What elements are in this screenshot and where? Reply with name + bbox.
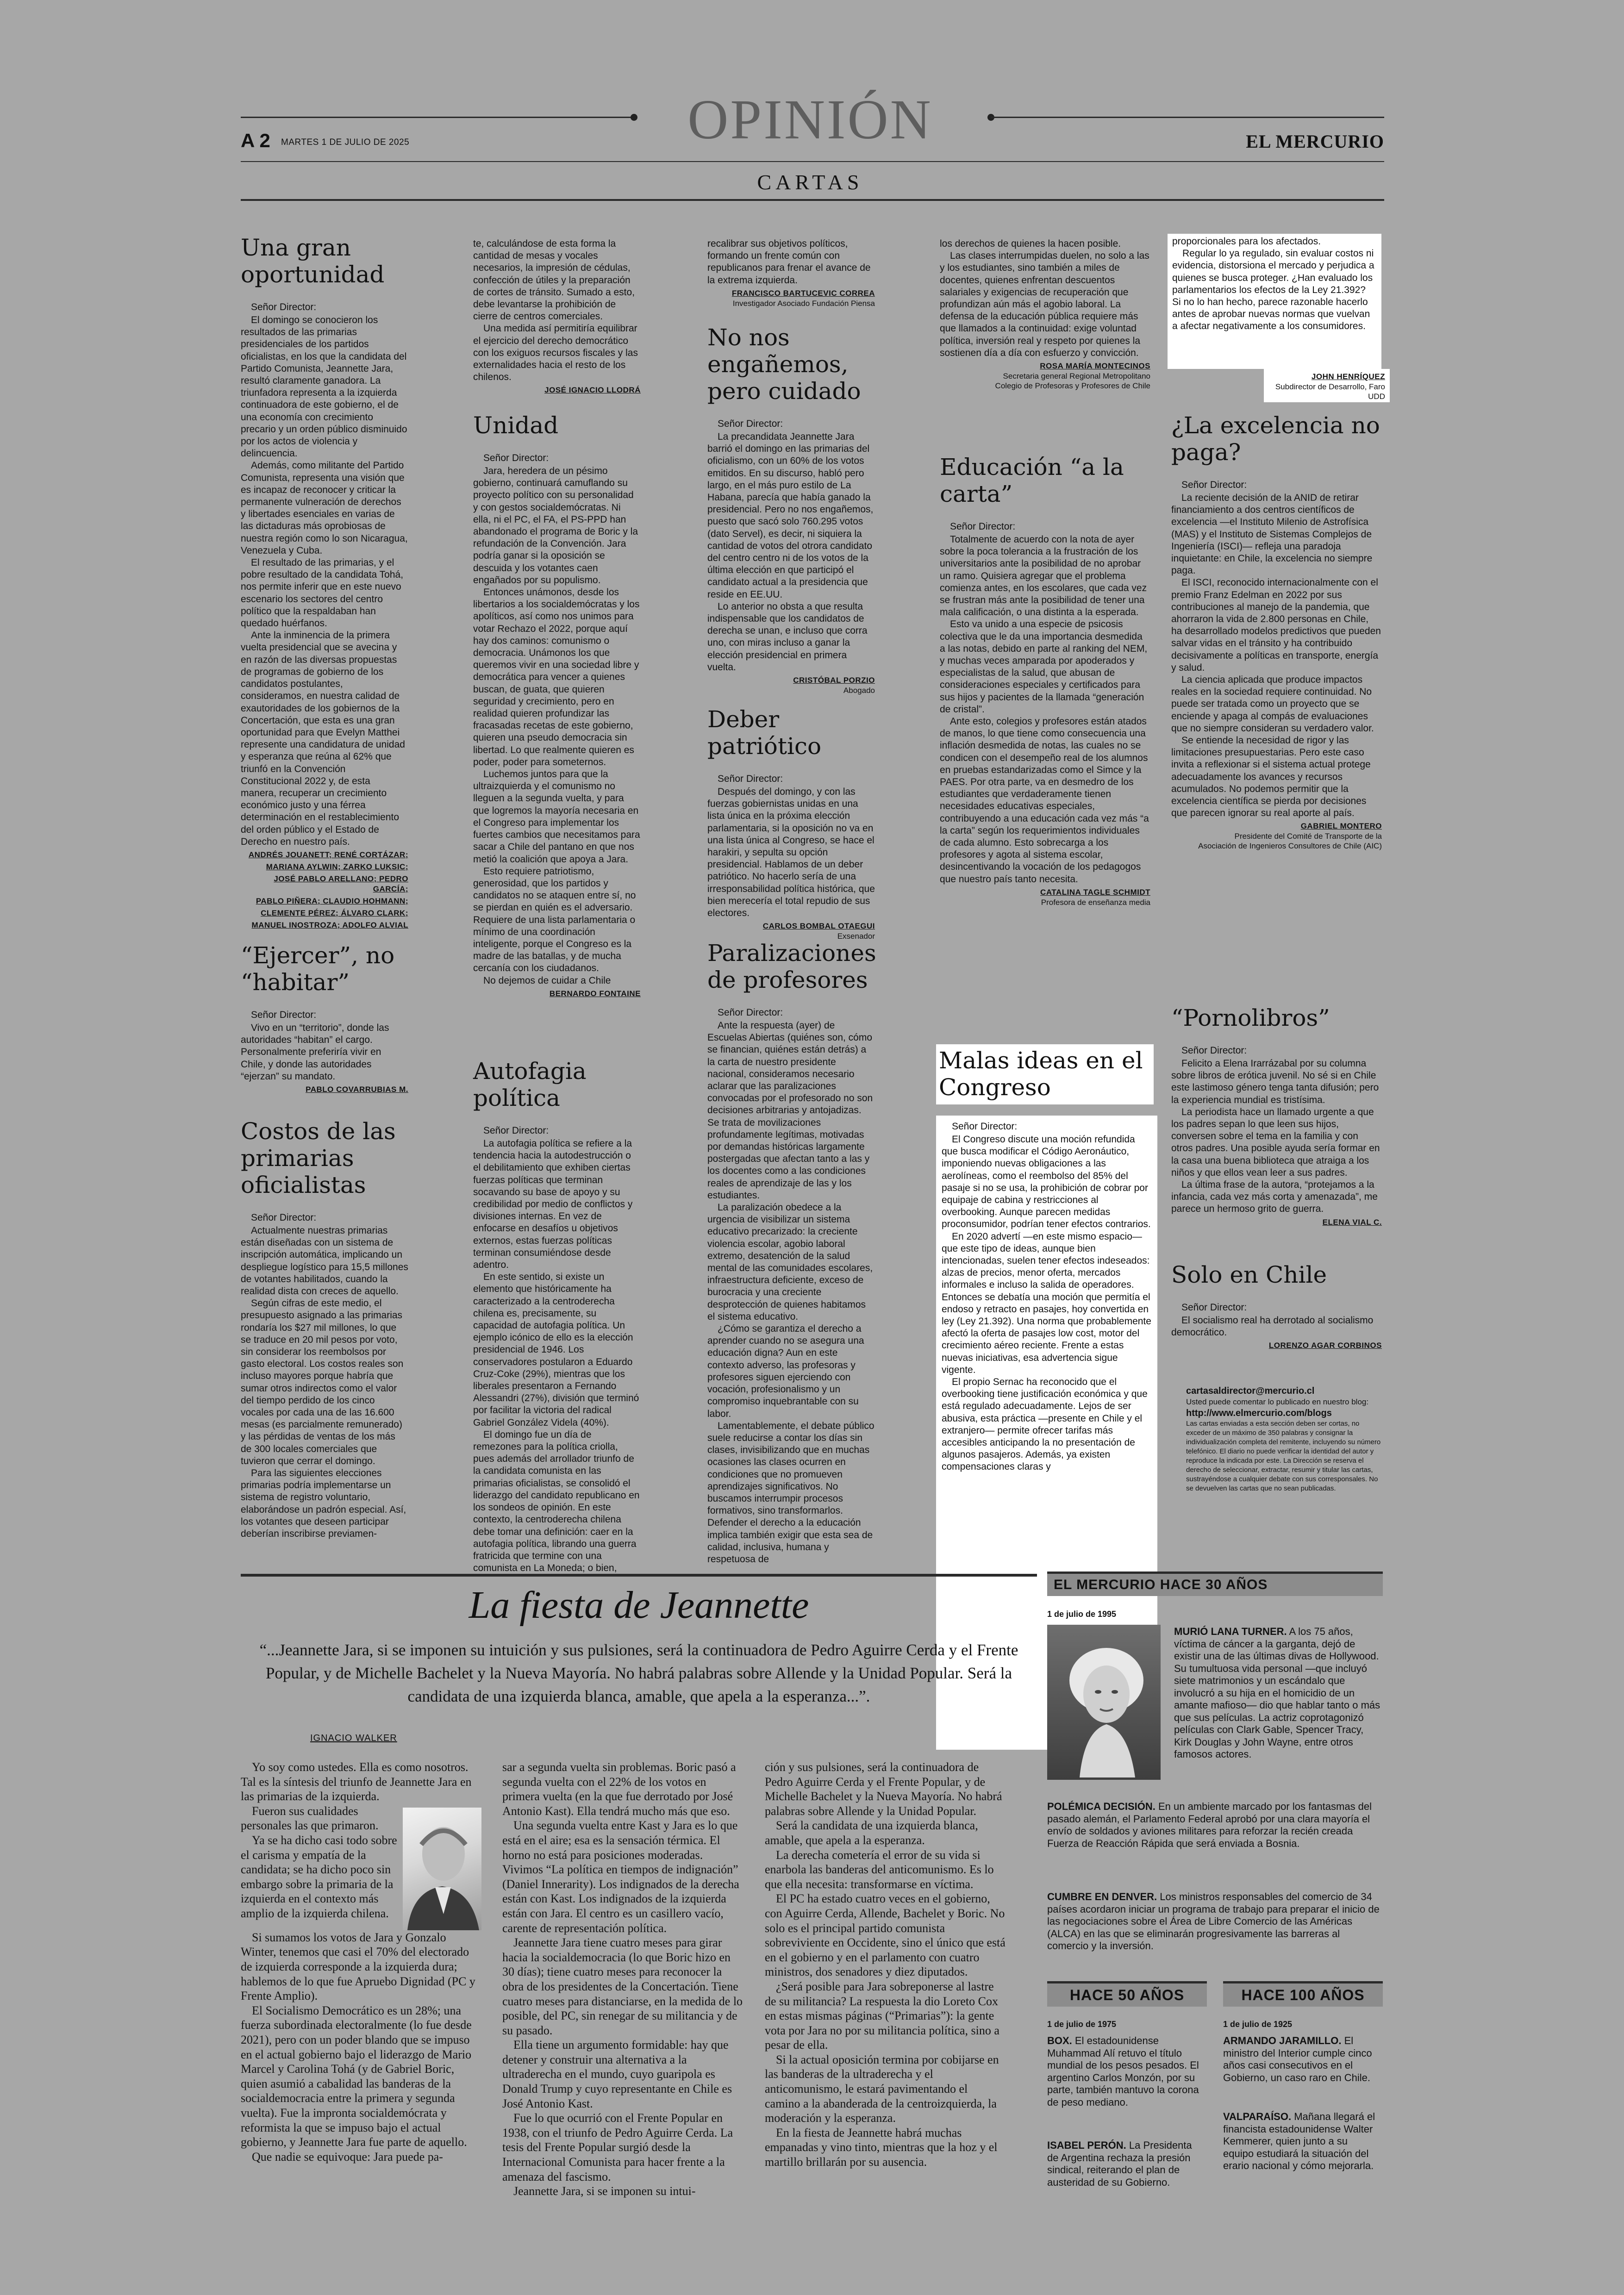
letter-role: Profesora de enseñanza media bbox=[1041, 898, 1150, 907]
history-30-item-2 bbox=[1047, 1801, 1383, 1850]
letter-headline: Autofagia política bbox=[473, 1058, 587, 1111]
letter-paragraph: Una medida así permitiría equilibrar el ejercicio del derecho democrático con los exiguos recursos fiscales y las externalidades hacia el resto de los chilenos. bbox=[473, 323, 638, 383]
column-paragraph: sar a segunda vuelta sin problemas. Boric pasó a segunda vuelta con el 22% de los votos en primera vuelta (en la que fue derrotado por José Antonio Kast). Ella tendrá mucho más que eso. bbox=[502, 1760, 736, 1818]
history-30-item-3 bbox=[1047, 1891, 1383, 1952]
history-100-header bbox=[1223, 1981, 1383, 2007]
letter-paragraph: recalibrar sus objetivos políticos, formando un frente común con republicanos para frenar el avance de la extrema izquierda. bbox=[707, 238, 871, 286]
letter-signature: ELENA VIAL C. bbox=[1322, 1217, 1382, 1227]
letter-paragraph: Lo anterior no obsta a que resulta indispensable que los candidatos de derecha se unan, e incluso que corra uno, con miras incluso a ganar la elección presidencial en primera vuelta. bbox=[707, 601, 868, 673]
column-top-rule bbox=[241, 1574, 1037, 1577]
column-paragraph: Jeannette Jara, si se imponen su intui- bbox=[513, 2184, 696, 2198]
letter-paragraph: No dejemos de cuidar a Chile bbox=[483, 975, 611, 986]
letter-signature: CARLOS BOMBAL OTAEGUI bbox=[762, 922, 875, 931]
letter-paragraph: En 2020 advertí —en este mismo espacio— que este tipo de ideas, aunque bien intencionadas, suelen tener efectos indeseados: alzas de precios, menor oferta, mercados informales e incluso la salida de operadores. Entonces se debatía una moción que permitía el endoso y retracto en pasajes, hoy convertida en ley (Ley 21.392). Una norma que probablemente afectó la oferta de pasajes low cost, motor del crecimiento aéreo reciente. Frente a estas nuevas iniciativas, esa advertencia sigue vigente. bbox=[942, 1231, 1151, 1375]
column-text-2 bbox=[502, 1760, 743, 2199]
history-date: 1 de julio de 1975 bbox=[1047, 2020, 1117, 2029]
letter-paragraph: ¿Cómo se garantiza el derecho a aprender cuando no se asegura una educación digna? Aun en este contexto adverso, las profesoras y profesores siguen ejerciendo con vocación, profesionalismo y un compromiso inquebrantable con su labor. bbox=[707, 1323, 864, 1419]
letter-paragraph: El ISCI, reconocido internacionalmente con el premio Franz Edelman en 2022 por sus contribuciones al manejo de la pandemia, que ahorraron la vida de 2.800 personas en Chile, ha desarrollado modelos predictivos que pueden salvar vidas en el tránsito y ha contribuido decisivamente a políticas en transporte, energía y salud. bbox=[1171, 577, 1381, 673]
history-heading: HACE 50 AÑOS bbox=[1069, 1987, 1185, 2003]
history-date: 1 de julio de 1995 bbox=[1047, 1609, 1117, 1619]
history-lead: POLÉMICA DECISIÓN. bbox=[1047, 1801, 1156, 1812]
history-lead: VALPARAÍSO. bbox=[1223, 2111, 1292, 2122]
letter-paragraph: Entonces unámonos, desde los libertarios a los socialdemócratas y los apolíticos, así como nos unimos para votar Rechazo el 2022, porque aquí hay dos caminos: comunismo o democracia. Unámonos los que queremos vivir en una sociedad libre y democrática para vencer a quienes buscan, de guata, que quieren seguridad y crecimiento, pero en realidad quieren profundizar las fracasadas recetas de este gobierno, quieren una pseudo democracia sin libertad. Lo que realmente quieren es poder, poder para someternos. bbox=[473, 587, 640, 767]
history-heading: EL MERCURIO HACE 30 AÑOS bbox=[1054, 1577, 1268, 1592]
history-heading: HACE 100 AÑOS bbox=[1241, 1987, 1365, 2003]
history-text: La Presidenta de Argentina rechaza la presión sindical, reiterando el plan de austeridad de su Gobierno. bbox=[1047, 2139, 1192, 2188]
column-paragraph: La derecha cometería el error de su vida si enarbola las banderas del anticomunismo. Es lo que ella necesita: transformarse en víctima. bbox=[765, 1848, 994, 1891]
column-paragraph: Jeannette Jara tiene cuatro meses para girar hacia la socialdemocracia (lo que Boric hizo en 30 días); tiene cuatro meses para reconocer la obra de los presidentes de la Concertación. Tiene cuatro meses para distanciarse, en la medida de lo posible, del PC, sin renegar de su militancia y de su pasado. bbox=[502, 1936, 743, 2037]
contact-note: Usted puede comentar lo publicado en nuestro blog: bbox=[1186, 1397, 1369, 1406]
history-30-item-1 bbox=[1174, 1626, 1382, 1761]
letter-signature: BERNARDO FONTAINE bbox=[549, 989, 641, 998]
history-lead: BOX. bbox=[1047, 2035, 1072, 2046]
history-lead: ISABEL PERÓN. bbox=[1047, 2139, 1126, 2151]
letter-paragraph: Ante la inminencia de la primera vuelta presidencial que se avecina y en razón de las diversas propuestas de programas de gobierno de los candidatos postulantes, consideramos, en nuestra calidad de exautoridades de los gobiernos de la Concertación, que esta es una gran oportunidad para que Evelyn Matthei represente una candidatura de unidad y esperanza que reúna al 62% que triunfó en la Convención Constitucional 2022 y, de esta manera, recuperar un crecimiento económico justo y una férrea determinación en el restablecimiento del orden público y el Estado de Derecho en nuestro país. bbox=[241, 630, 405, 847]
column-headline: La fiesta de Jeannette bbox=[468, 1584, 809, 1627]
letter-headline: Una gran oportunidad bbox=[241, 234, 385, 288]
letter-paragraph: La ciencia aplicada que produce impactos reales en la sociedad requiere continuidad. No puede ser tratada como un proyecto que se enciende y apaga al compás de evaluaciones que no siempre consideran su verdadero valor. bbox=[1171, 674, 1374, 734]
section-title: OPINIÓN bbox=[687, 88, 933, 151]
letter-role: Colegio de Profesoras y Profesores de Chile bbox=[995, 381, 1150, 391]
letter-no-nos-enganemos bbox=[707, 324, 875, 695]
contact-box bbox=[1186, 1385, 1383, 1493]
letter-paragraph: Según cifras de este medio, el presupuesto asignado a las primarias rondaría los $27 mil millones, lo que se traduce en 20 mil pesos por voto, sin considerar los reembolsos por gasto electoral. Los costos reales son incluso mayores porque habría que sumar otros indirectos como el valor del tiempo perdido de los cinco vocales por cada una de las 16.600 mesas (es parcialmente remunerado) y las pérdidas de ventas de los más de 300 locales comerciales que tuvieron que cerrar el domingo. bbox=[241, 1298, 404, 1466]
letter-paragraph: Luchemos juntos para que la ultraizquierda y el comunismo no lleguen a la segunda vuelta, y para que logremos la mayoría necesaria en el Congreso para implementar los fuertes cambios que necesitamos para sacar a Chile del pantano en que nos metió la coalición que apoya a Jara. bbox=[473, 769, 640, 865]
letter-salutation: Señor Director: bbox=[718, 1007, 783, 1018]
issue-date: MARTES 1 DE JULIO DE 2025 bbox=[281, 137, 410, 147]
column-paragraph: El PC ha estado cuatro veces en el gobierno, con Aguirre Cerda, Allende, Bachelet y Boric. No solo es el principal partido comunista sobreviviente en Occidente, sino el único que está en el gobierno y en el parlamento con cuatro ministros, dos senadores y diez diputados. bbox=[765, 1892, 1006, 1979]
history-lead: MURIÓ LANA TURNER. bbox=[1174, 1626, 1287, 1637]
masthead-rule-left bbox=[241, 117, 634, 118]
letter-signature-box bbox=[1264, 369, 1390, 402]
letter-role: Investigador Asociado Fundación Piensa bbox=[732, 299, 875, 308]
letter-salutation: Señor Director: bbox=[1181, 1302, 1247, 1313]
history-50-header bbox=[1047, 1981, 1207, 2007]
letter-headline: No nos engañemos, pero cuidado bbox=[707, 324, 861, 405]
letter-role: Subdirector de Desarrollo, Faro UDD bbox=[1275, 382, 1385, 401]
history-lead: ARMANDO JARAMILLO. bbox=[1223, 2035, 1342, 2046]
letter-headline: “Ejercer”, no “habitar” bbox=[241, 942, 395, 996]
column-paragraph: Ella tiene un argumento formidable: hay que detener y construir una alternativa a la ultraderecha en el mundo, cuyo guaripola es Donald Trump y cuyo representante en Chile es José Antonio Kast. bbox=[502, 2038, 732, 2110]
letter-paragraph: El Congreso discute una moción refundida que busca modificar el Código Aeronáutico, imponiendo nuevas obligaciones a las aerolíneas, como el reembolso del 85% del pasaje si no se usa, la prohibición de cobrar por equipaje de cabina y restricciones al overbooking. Aunque parecen medidas proconsumidor, podrían tener efectos contrarios. bbox=[942, 1134, 1151, 1230]
letter-headline: ¿La excelencia no paga? bbox=[1171, 412, 1380, 466]
letter-paragraph: Ante la respuesta (ayer) de Escuelas Abiertas (quiénes son, cómo se financian, quiénes están detrás) a la carta de nuestro presidente nacional, consideramos necesario aclarar que las paralizaciones convocadas por el profesorado no son decisiones arbitrarias y antojadizas. Se trata de movilizaciones profundamente legítimas, motivadas por demandas históricas largamente postergadas que afectan tanto a las y los docentes como a las condiciones reales de aprendizaje de las y los estudiantes. bbox=[707, 1020, 873, 1201]
contact-rules: Las cartas enviadas a esta sección deben ser cortas, no exceder de un máximo de 350 palabras y consignar la individualización completa del remitente, incluyendo su número telefónico. El diario no puede verificar la identidad del autor y reproduce la indicada por este. La Dirección se reserva el derecho de seleccionar, extractar, resumir y titular las cartas, sustrayéndose a cualquier debate con sus corresponsales. No se devuelven las cartas que no sean publicadas. bbox=[1186, 1420, 1381, 1492]
column-paragraph: En la fiesta de Jeannette habrá muchas empanadas y vino tinto, mientras que la hoz y el martillo brillarán por su ausencia. bbox=[765, 2126, 998, 2169]
history-text: A los 75 años, víctima de cáncer a la garganta, dejó de existir una de las últimas divas de Hollywood. Su tumultuosa vida personal —que incluyó siete matrimonios y un escándalo que involucró a su hija en el homicidio de un amante mafioso— dio que hablar tanto o más que sus películas. La actriz coprotagonizó películas con Clark Gable, Spencer Tracy, Kirk Douglas y John Wayne, entre otros famosos actores. bbox=[1174, 1626, 1380, 1760]
letters-column-1b bbox=[241, 942, 408, 1095]
history-50-item-2 bbox=[1047, 2139, 1200, 2189]
page-number: A 2 bbox=[241, 130, 270, 151]
letter-salutation: Señor Director: bbox=[251, 302, 317, 312]
letter-headline: “Pornolibros” bbox=[1171, 1004, 1330, 1031]
letter-signer: JOSÉ PABLO ARELLANO; PEDRO GARCÍA; bbox=[274, 874, 408, 893]
letter-paragraph: Lamentablemente, el debate público suele reducirse a contar los días sin clases, invisibilizando que en muchas ocasiones las clases ocurren en condiciones que no promueven aprendizajes significativos. No buscamos interrumpir procesos formativos, sino transformarlos. Defender el derecho a la educación implica también exigir que esta sea de calidad, inclusiva, humana y respetuosa de bbox=[707, 1420, 874, 1565]
letter-paragraph: Jara, heredera de un pésimo gobierno, continuará camuflando su proyecto político con su personalidad y con gestos socialdemócratas. Ni ella, ni el PC, el FA, el PS-PPD han abandonado el programa de Boric y la refundación de la Convención. Jara podría ganar si la oposición se descuida y los votantes caen engañados por su populismo. bbox=[473, 466, 638, 586]
history-text: El ministro del Interior cumple cinco años casi consecutivos en el Gobierno, un caso raro en Chile. bbox=[1223, 2035, 1372, 2083]
letter-paragraph: Se entiende la necesidad de rigor y las limitaciones presupuestarias. Pero este caso invita a reflexionar si el sistema actual protege adecuadamente los avances y recursos acumulados. No podemos permitir que la excelencia científica se pierda por decisiones que parecen ignorar su real aporte al país. bbox=[1171, 735, 1371, 819]
letter-salutation: Señor Director: bbox=[251, 1212, 317, 1223]
history-100-item-2 bbox=[1223, 2111, 1380, 2172]
letter-salutation: Señor Director: bbox=[483, 453, 549, 463]
letter-paragraph: Regular lo ya regulado, sin evaluar costos ni evidencia, distorsiona el mercado y perjudica a quienes se busca proteger. ¿Han evaluado los parlamentarios los efectos de la Ley 21.392? Si no lo han hecho, parece razonable hacerlo antes de aprobar nuevas normas que vuelvan a afectar negativamente a los consumidores. bbox=[1172, 248, 1374, 332]
letter-paragraph: La periodista hace un llamado urgente a que los padres sepan lo que leen sus hijos, conversen sobre el tema en la familia y con otros padres. Una posible ayuda sería formar en la casa una buena biblioteca que atraiga a los niños y que ellos vean leer a sus padres. bbox=[1171, 1106, 1380, 1178]
lana-turner-photo bbox=[1047, 1625, 1161, 1780]
column-paragraph: Yo soy como ustedes. Ella es como nosotros. Tal es la síntesis del triunfo de Jeannette Jara en las primarias de la izquierda. bbox=[241, 1760, 472, 1803]
masthead-rule-right bbox=[991, 117, 1384, 118]
letter-role: Presidente del Comité de Transporte de la bbox=[1234, 832, 1382, 841]
masthead-dot-left bbox=[631, 114, 637, 121]
column-paragraph: Fueron sus cualidades personales las que primaron. bbox=[241, 1804, 379, 1833]
column-text-3 bbox=[765, 1760, 1006, 2170]
history-100-item-1 bbox=[1223, 2035, 1380, 2084]
letter-headline: Unidad bbox=[473, 412, 559, 439]
letter-paragraph: Actualmente nuestras primarias están diseñadas con un sistema de inscripción automática, implicando un despliegue logístico para 15,5 millones de votantes habilitados, cuando la realidad dista con creces de aquello. bbox=[241, 1225, 408, 1297]
letter-pornolibros bbox=[1171, 1004, 1382, 1228]
letter-headline: Malas ideas en el Congreso bbox=[939, 1047, 1143, 1101]
letter-solo-en-chile bbox=[1171, 1261, 1382, 1351]
column-paragraph: Si sumamos los votos de Jara y Gonzalo Winter, tenemos que casi el 70% del electorado de izquierda corresponde a la izquierda dura; hablemos de lo que fue Apruebo Dignidad (PC y Frente Amplio). bbox=[241, 1930, 475, 2003]
letter-signature: CATALINA TAGLE SCHMIDT bbox=[1040, 887, 1150, 897]
column-pull-quote: “...Jeannette Jara, si se imponen su intuición y sus pulsiones, será la continuadora de Pedro Aguirre Cerda y el Frente Popular, y de Michelle Bachelet y la Nueva Mayoría. No habrá palabras sobre Allende y la Unidad Popular. Será la candidata de una izquierda blanca, amable, que apela a la esperanza...”. bbox=[259, 1641, 1018, 1705]
letter-signature: FRANCISCO BARTUCEVIC CORREA bbox=[731, 288, 875, 298]
letter-signature: JOHN HENRÍQUEZ bbox=[1311, 372, 1385, 381]
column-paragraph: Fue lo que ocurrió con el Frente Popular en 1938, con el triunfo de Pedro Aguirre Cerda. La tesis del Frente Popular surgió desde la Internacional Comunista para hacer frente a la amenaza del fascismo. bbox=[502, 2111, 733, 2183]
history-30-header bbox=[1047, 1572, 1383, 1596]
letter-paragraph: Esto requiere patriotismo, generosidad, que los partidos y candidatos no se ataquen entre sí, no se pierdan en quién es el adversario. Requiere de una lista parlamentaria o mínimo de una coordinación inteligente, porque el Congreso es la madre de las batallas, y de mucha cercanía con los ciudadanos. bbox=[473, 866, 636, 974]
letter-signer: ANDRÉS JOUANETT; RENÉ CORTÁZAR; bbox=[248, 850, 408, 859]
letter-paragraph: los derechos de quienes la hacen posible. bbox=[940, 238, 1121, 249]
letter-educacion bbox=[940, 454, 1150, 907]
letter-signature: JOSÉ IGNACIO LLODRÁ bbox=[544, 386, 641, 395]
letter-role: Abogado bbox=[843, 686, 875, 695]
subsection-title: CARTAS bbox=[757, 170, 863, 194]
column-paragraph: Que nadie se equivoque: Jara puede pa- bbox=[252, 2150, 443, 2164]
column-paragraph: Ya se ha dicho casi todo sobre el carisma y empatía de la candidata; se ha dicho poco sin embargo sobre la primaria de la izquierda en el contexto más amplio de la izquierda chilena. bbox=[241, 1833, 397, 1920]
author-photo bbox=[403, 1808, 481, 1930]
column-paragraph: Será la candidata de una izquierda blanca, amable, que apela a la esperanza. bbox=[765, 1819, 978, 1847]
column-author: IGNACIO WALKER bbox=[310, 1733, 397, 1743]
letter-signer: CLEMENTE PÉREZ; ÁLVARO CLARK; bbox=[261, 908, 408, 917]
letter-role: Secretaria general Regional Metropolitano bbox=[1003, 372, 1150, 381]
letters-column-4 bbox=[940, 238, 1150, 391]
letter-salutation: Señor Director: bbox=[1181, 1045, 1247, 1056]
brand-logo: EL MERCURIO bbox=[1246, 131, 1384, 152]
letter-malas-ideas-title-box bbox=[936, 1044, 1154, 1104]
letter-paragraph: Para las siguientes elecciones primarias podría implementarse un sistema de registro voluntario, elaborándose un padrón especial. Así, los votantes que deseen participar deberían inscribirse previamen- bbox=[241, 1468, 406, 1540]
column-text-1 bbox=[241, 1760, 481, 2164]
letter-paragraph: La autofagia política se refiere a la tendencia hacia la autodestrucción o el debilitamiento que exhiben ciertas fuerzas políticas que terminan socavando su base de apoyo y su credibilidad por medio de conflictos y divisiones internas. En vez de enfocarse en desafíos u objetivos externos, estas fuerzas políticas terminan consumiéndose desde adentro. bbox=[473, 1138, 633, 1271]
letter-signature: ROSA MARÍA MONTECINOS bbox=[1040, 362, 1150, 371]
letter-salutation: Señor Director: bbox=[950, 521, 1016, 532]
letter-paragraph: Además, como militante del Partido Comunista, representa una visión que es incapaz de reconocer y criticar la permanente vulneración de derechos y libertades esenciales en varias de las dictaduras más oprobiosas de nuestra región como lo son Nicaragua, Venezuela y Cuba. bbox=[241, 460, 408, 556]
letter-headline: Paralizaciones de profesores bbox=[707, 940, 876, 993]
letter-autofagia bbox=[473, 1058, 641, 1574]
letter-paragraph: Esto va unido a una especie de psicosis colectiva que le da una importancia desmedida a las notas, debido en parte al ranking del NEM, y muchas veces amparada por apoderados y especialistas de la salud, que abusan de consideraciones especiales y certificados para sus hijos y pacientes de la llamada “generación de cristal”. bbox=[940, 619, 1148, 715]
contact-email[interactable]: cartasaldirector@mercurio.cl bbox=[1186, 1386, 1315, 1396]
column-paragraph: Una segunda vuelta entre Kast y Jara es lo que está en el aire; esa es la sensación térmica. El horno no está para posiciones moderadas. Vivimos “La política en tiempos de indignación” (Daniel Innerarity). Los indignados de la derecha están con Kast. Los indignados de la izquierda están con Jara. El centro es un casillero vacío, carente de representación política. bbox=[502, 1819, 739, 1935]
history-text: El estadounidense Muhammad Alí retuvo el título mundial de los pesos pesados. El argentino Carlos Monzón, por su parte, también mantuvo la corona de peso mediano. bbox=[1047, 2035, 1199, 2108]
masthead-rule bbox=[241, 161, 1384, 162]
letter-salutation: Señor Director: bbox=[251, 1010, 317, 1020]
history-date: 1 de julio de 1925 bbox=[1223, 2020, 1293, 2029]
letter-paragraph: En este sentido, si existe un elemento que históricamente ha caracterizado a la centroderecha chilena es, precisamente, su capacidad de autofagia política. Un ejemplo icónico de ello es la elección presidencial de 1946. Los conservadores postularon a Eduardo Cruz-Coke (29%), mientras que los liberales presentaron a Fernando Alessandri (27%), división que terminó por facilitar la victoria del radical Gabriel González Videla (40%). bbox=[473, 1272, 639, 1428]
letter-continuation-box bbox=[1168, 234, 1381, 369]
letter-costos bbox=[241, 1118, 408, 1540]
letter-paragraph: Las clases interrumpidas duelen, no solo a las y los estudiantes, sino también a miles de docentes, quienes enfrentan descuentos salariales y exigencias de recuperación que profundizan aún más el agobio laboral. La defensa de la educación pública requiere más que llamados a la continuidad: exige voluntad política, inversión real y respeto por quienes la sostienen día a día con esfuerzo y convicción. bbox=[940, 250, 1149, 358]
letter-role: Exsenador bbox=[837, 932, 875, 941]
letter-signer: PABLO PIÑERA; CLAUDIO HOHMANN; bbox=[256, 896, 408, 905]
contact-blog-link[interactable]: http://www.elmercurio.com/blogs bbox=[1186, 1408, 1332, 1418]
letter-signature: PABLO COVARRUBIAS M. bbox=[306, 1085, 408, 1094]
letter-una-gran-oportunidad bbox=[241, 234, 408, 930]
history-text: En un ambiente marcado por los fantasmas del pasado alemán, el Parlamento Federal aprobó por una clara mayoría el envío de soldados y aviones militares para reforzar la recién creada Fuerza de Reacción Rápida que será enviada a Bosnia. bbox=[1047, 1801, 1372, 1849]
letter-paragraph: Ante esto, colegios y profesores están atados de manos, lo que tiene como consecuencia una inflación desmedida de notas, las cuales no se condicen con el desempeño real de los alumnos en pruebas estandarizadas como el Simce y la PAES. Por otra parte, va en desmedro de los estudiantes que verdaderamente tienen necesidades educativas especiales, contribuyendo a una educación cada vez más “a la carta” según los requerimientos individuales de cada alumno. Esto sobrecarga a los profesores y agota al sistema escolar, desincentivando la vocación de los pedagogos que nuestro país tanto necesita. bbox=[940, 716, 1149, 885]
letter-signer: MARIANA AYLWIN; ZARKO LUKSIC; bbox=[266, 862, 408, 871]
letter-excelencia bbox=[1171, 412, 1382, 851]
letters-column-1 bbox=[241, 234, 408, 930]
letter-paragraph: Totalmente de acuerdo con la nota de ayer sobre la poca tolerancia a la frustración de los universitarios ante la posibilidad de no aprobar un ramo. Quisiera agregar que el problema comienza antes, en los escolares, que cada vez se frustran más ante la posibilidad de tener una mala calificación, o una distinta a la esperada. bbox=[940, 534, 1147, 618]
letter-paragraph: El domingo fue un día de remezones para la política criolla, pues además del arrollador triunfo de la candidata comunista en las primarias oficialistas, se consolidó el liderazgo del candidato republicano en los sondeos de opinión. En este contexto, la centroderecha chilena debe tomar una definición: caer en la autofagia política, librando una guerra fratricida que termine con una comunista en La Moneda; o bien, bbox=[473, 1429, 640, 1574]
letter-paragraph: El socialismo real ha derrotado al socialismo democrático. bbox=[1171, 1315, 1374, 1338]
letter-paragraph: La precandidata Jeannette Jara barrió el domingo en las primarias del oficialismo, con un 60% de los votos emitidos. En su discurso, habló pero largo, en el más puro estilo de La Habana, parecía que había ganado la presidencial. Pero no nos engañemos, puesto que sacó solo 760.295 votos (dato Servel), es decir, ni siquiera la cantidad de votos del otrora candidato del centro centro ni de los votos de la última elección en que participó el candidato actual a la presidencia que reside en EE.UU. bbox=[707, 431, 874, 600]
letter-headline: Deber patriótico bbox=[707, 706, 822, 760]
history-text: Los ministros responsables del comercio de 34 países acordaron iniciar un programa de trabajo para preparar el inicio de las negociaciones sobre el Área de Libre Comercio de las Américas (ALCA) en las que se eliminarán progresivamente las barreras al comercio y la inversión. bbox=[1047, 1891, 1380, 1952]
letter-salutation: Señor Director: bbox=[483, 1125, 549, 1136]
letter-paragraph: Después del domingo, y con las fuerzas gobiernistas unidas en una lista única en la próxima elección parlamentaria, si la oposición no va en una lista única al Congreso, se hace el harakiri, y sepulta su opción presidencial. Hablamos de un deber patriótico. No hacerlo sería de una irresponsabilidad política histórica, que bien merecería el total repudio de sus electores. bbox=[707, 786, 875, 919]
letter-headline: Solo en Chile bbox=[1171, 1261, 1327, 1288]
letter-role: Asociación de Ingenieros Consultores de Chile (AIC) bbox=[1198, 842, 1382, 851]
column-paragraph: Si la actual oposición termina por cobijarse en las banderas de la ultraderecha y el anticomunismo, le estará pavimentando el camino a la abanderada de la centroizquierda, la moderación y la esperanza. bbox=[765, 2052, 999, 2125]
letter-paragraph: Vivo en un “territorio”, donde las autoridades “habitan” el cargo. Personalmente preferiría vivir en Chile, y donde las autoridades “ejerzan” su mandato. bbox=[241, 1023, 389, 1082]
letter-paragraph: El domingo se conocieron los resultados de las primarias presidenciales de los partidos oficialistas, en los que la candidata del Partido Comunista, Jeannette Jara, resultó claramente ganadora. La triunfadora representa a la izquierda continuadora de este gobierno, el de una economía con crecimiento precario y un orden público disminuido por los actos de violencia y delincuencia. bbox=[241, 315, 407, 459]
letters-column-1c bbox=[241, 1118, 408, 1540]
letter-signature: LORENZO AGAR CORBINOS bbox=[1268, 1341, 1382, 1350]
history-lead: CUMBRE EN DENVER. bbox=[1047, 1891, 1157, 1902]
letter-signature: GABRIEL MONTERO bbox=[1300, 822, 1382, 831]
letter-unidad bbox=[473, 412, 641, 999]
letters-column-3 bbox=[707, 238, 875, 308]
letter-headline: Costos de las primarias oficialistas bbox=[241, 1118, 396, 1198]
letter-headline: Educación “a la carta” bbox=[940, 454, 1124, 507]
column-paragraph: ¿Será posible para Jara sobreponerse al lastre de su militancia? La respuesta la dio Loreto Cox en estas mismas páginas (“Primarias”): la gente vota por Jara no por su militancia política, sino a pesar de ella. bbox=[765, 1979, 999, 2052]
column-paragraph: El Socialismo Democrático es un 28%; una fuerza subordinada electoralmente (lo fue desde 2021), pero con un poder blando que se impuso en el actual gobierno bajo el liderazgo de Mario Marcel y Carolina Tohá (y de Gabriel Boric, quien asumió a cabalidad las banderas de la socialdemocracia entre la primera y segunda vuelta). Fue la impronta socialdemócrata y reformista la que se impuso bajo el actual gobierno, y Jeannette Jara fue parte de aquello. bbox=[241, 2003, 472, 2149]
history-text: Mañana llegará el financista estadounidense Walter Kemmerer, quien junto a su equipo estudiará la situación del erario nacional y cómo mejorarla. bbox=[1223, 2111, 1375, 2171]
letter-salutation: Señor Director: bbox=[718, 418, 783, 429]
letters-column-2 bbox=[473, 238, 641, 395]
letter-salutation: Señor Director: bbox=[952, 1121, 1018, 1132]
letter-paragraph: proporcionales para los afectados. bbox=[1172, 236, 1321, 247]
letter-paragraph: La reciente decisión de la ANID de retirar financiamiento a dos centros científicos de excelencia —el Instituto Milenio de Astrofísica (MAS) y el Instituto de Sistemas Complejos de Ingeniería (ISCI)— refleja una paradoja inquietante: en Chile, la excelencia no siempre paga. bbox=[1171, 493, 1373, 576]
column-paragraph: ción y sus pulsiones, será la continuadora de Pedro Aguirre Cerda y el Frente Popular, y de Michelle Bachelet y la Nueva Mayoría. No habrá palabras sobre Allende y la Unidad Popular. bbox=[765, 1760, 1002, 1818]
letter-paragraph: La última frase de la autora, “protejamos a la infancia, cada vez más corta y amenazada”, me parece un hermoso grito de guerra. bbox=[1171, 1179, 1378, 1215]
history-50-item-1 bbox=[1047, 2035, 1200, 2108]
subsection-rule bbox=[241, 199, 1384, 201]
letter-signer: MANUEL INOSTROZA; ADOLFO ALVIAL bbox=[251, 920, 408, 929]
letter-paragraph: te, calculándose de esta forma la cantidad de mesas y vocales necesarios, la impresión de cédulas, confección de útiles y la preparación de cortes de tránsito. Sumado a esto, debe levantarse la prohibición de cierre de centros comerciales. bbox=[473, 238, 635, 322]
letter-paragraph: Felicito a Elena Irarrázabal por su columna sobre libros de erótica juvenil. No sé si en Chile este lastimoso género tenga tanta difusión; pero la experiencia mundial es tristísima. bbox=[1171, 1058, 1379, 1105]
letter-deber-patriotico bbox=[707, 706, 875, 941]
letter-paragraph: El propio Sernac ha reconocido que el overbooking tiene justificación económica y que está regulado adecuadamente. Lejos de ser abusiva, esta práctica —presente en Chile y el extranjero— permite ofrecer tarifas más accesibles anticipando la no presentación de algunos pasajeros. Además, ya existen compensaciones claras y bbox=[942, 1377, 1148, 1472]
letter-paragraph: El resultado de las primarias, y el pobre resultado de la candidata Tohá, nos permite inferir que en este nuevo escenario los sectores del centro político que la respaldaban han quedado huérfanos. bbox=[241, 557, 404, 629]
letter-ejercer bbox=[241, 942, 408, 1095]
letter-paralizaciones bbox=[707, 940, 875, 1565]
letter-signature: CRISTÓBAL PORZIO bbox=[793, 676, 875, 685]
letter-paragraph: La paralización obedece a la urgencia de visibilizar un sistema educativo precarizado: la creciente violencia escolar, agobio laboral extremo, desatención de la salud mental de las comunidades escolares, infraestructura deficiente, exceso de burocracia y una creciente desprotección de quienes habitamos el sistema educativo. bbox=[707, 1202, 873, 1322]
letter-salutation: Señor Director: bbox=[718, 773, 783, 784]
letter-salutation: Señor Director: bbox=[1181, 480, 1247, 490]
